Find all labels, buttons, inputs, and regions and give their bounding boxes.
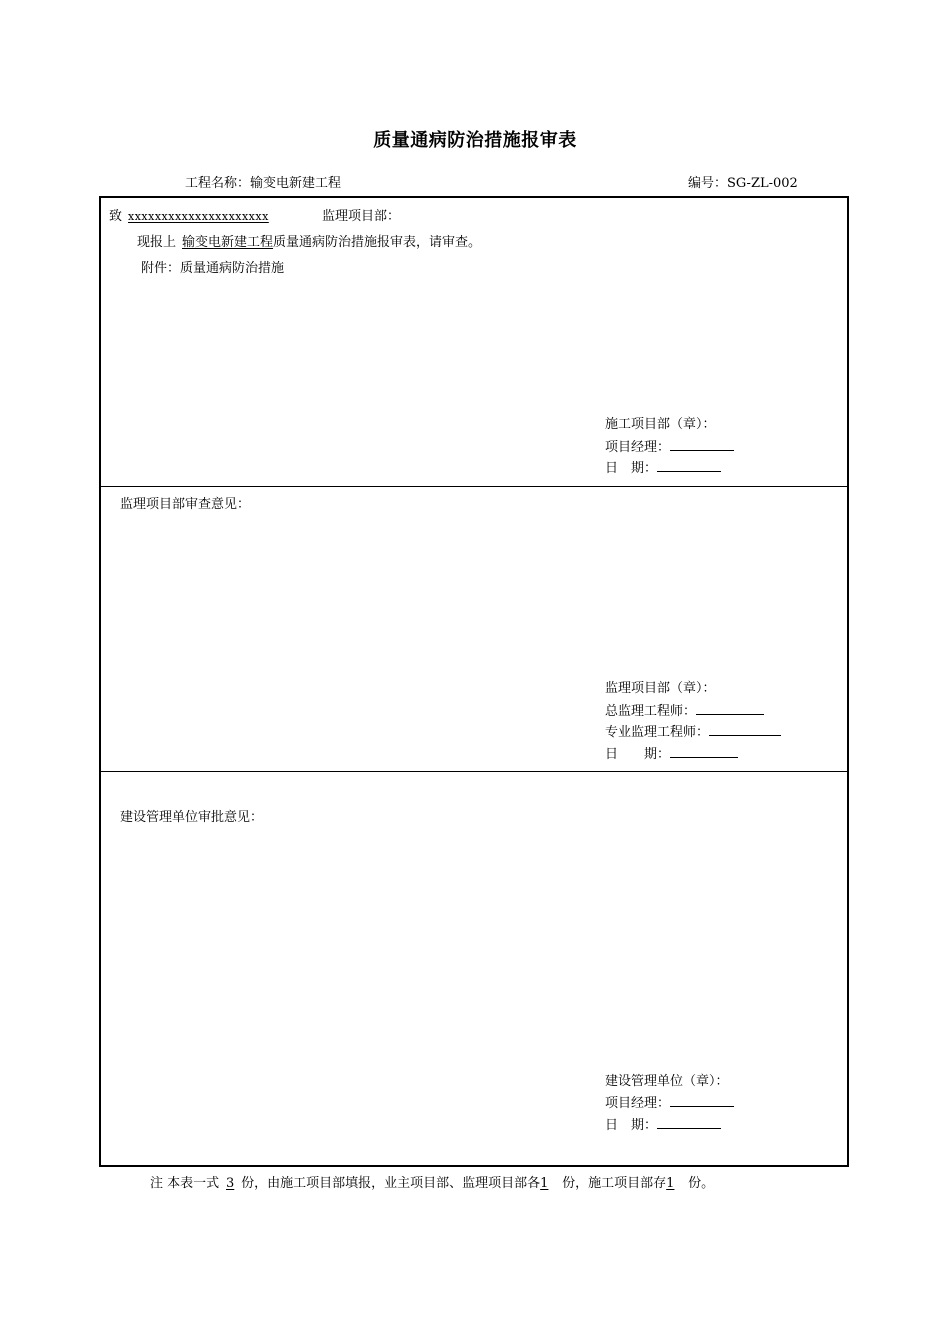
supervision-date-label: 日 期：	[605, 747, 671, 762]
addressee-to-label: 致	[109, 209, 123, 224]
note-copies-keep: 1	[666, 1176, 675, 1191]
construction-date-blank[interactable]	[657, 459, 721, 472]
addressee-line	[109, 208, 400, 226]
chief-engineer-line	[605, 702, 764, 721]
owner-date-line	[605, 1116, 721, 1135]
attachment-line: 附件：质量通病防治措施	[141, 261, 285, 276]
owner-manager-line	[605, 1094, 734, 1113]
footer-note	[150, 1175, 714, 1193]
owner-date-label: 日 期：	[605, 1118, 658, 1133]
specialist-engineer-line	[605, 723, 781, 742]
form-table	[99, 196, 849, 1167]
note-text-2: 份，由施工项目部填报，业主项目部、监理项目部各	[241, 1176, 541, 1191]
project-name-value: 输变电新建工程	[250, 176, 342, 191]
construction-dept-seal-label: 施工项目部（章）：	[605, 417, 716, 432]
supervision-review-heading: 监理项目部审查意见：	[120, 497, 251, 512]
construction-manager-line	[605, 438, 734, 457]
specialist-engineer-label: 专业监理工程师：	[605, 725, 710, 740]
owner-unit-seal-label: 建设管理单位（章）：	[605, 1074, 729, 1089]
document-code-value: SG-ZL-002	[727, 176, 798, 191]
section-divider	[101, 771, 847, 772]
note-text-3: 份，施工项目部存	[562, 1176, 667, 1191]
chief-engineer-blank[interactable]	[696, 702, 764, 715]
owner-manager-blank[interactable]	[670, 1094, 734, 1107]
note-copies-total: 3	[226, 1176, 235, 1191]
project-name-label: 工程名称：	[185, 176, 251, 191]
addressee-value: xxxxxxxxxxxxxxxxxxxxx	[128, 210, 269, 223]
report-project-name: 输变电新建工程	[182, 235, 274, 250]
construction-manager-label: 项目经理：	[605, 440, 671, 455]
document-code-label: 编号：	[688, 176, 728, 191]
supervision-dept-seal-label: 监理项目部（章）：	[605, 681, 716, 696]
owner-date-blank[interactable]	[657, 1116, 721, 1129]
construction-date-line	[605, 459, 721, 478]
construction-date-label: 日 期：	[605, 461, 658, 476]
section-divider	[101, 486, 847, 487]
document-code-line	[688, 175, 798, 193]
owner-manager-label: 项目经理：	[605, 1096, 671, 1111]
note-copies-each: 1	[540, 1176, 549, 1191]
note-text-4: 份。	[688, 1176, 715, 1191]
note-text-1: 注 本表一式	[150, 1176, 220, 1191]
report-suffix: 质量通病防治措施报审表，请审查。	[273, 235, 482, 250]
supervision-date-blank[interactable]	[670, 745, 738, 758]
supervision-date-line	[605, 745, 738, 764]
report-prefix: 现报上	[137, 235, 177, 250]
owner-approval-heading: 建设管理单位审批意见：	[120, 810, 264, 825]
construction-manager-blank[interactable]	[670, 438, 734, 451]
page-title: 质量通病防治措施报审表	[373, 130, 577, 151]
project-name-line	[185, 175, 341, 193]
addressee-suffix: 监理项目部：	[322, 209, 401, 224]
specialist-engineer-blank[interactable]	[709, 723, 781, 736]
chief-engineer-label: 总监理工程师：	[605, 704, 697, 719]
report-line	[137, 234, 481, 252]
